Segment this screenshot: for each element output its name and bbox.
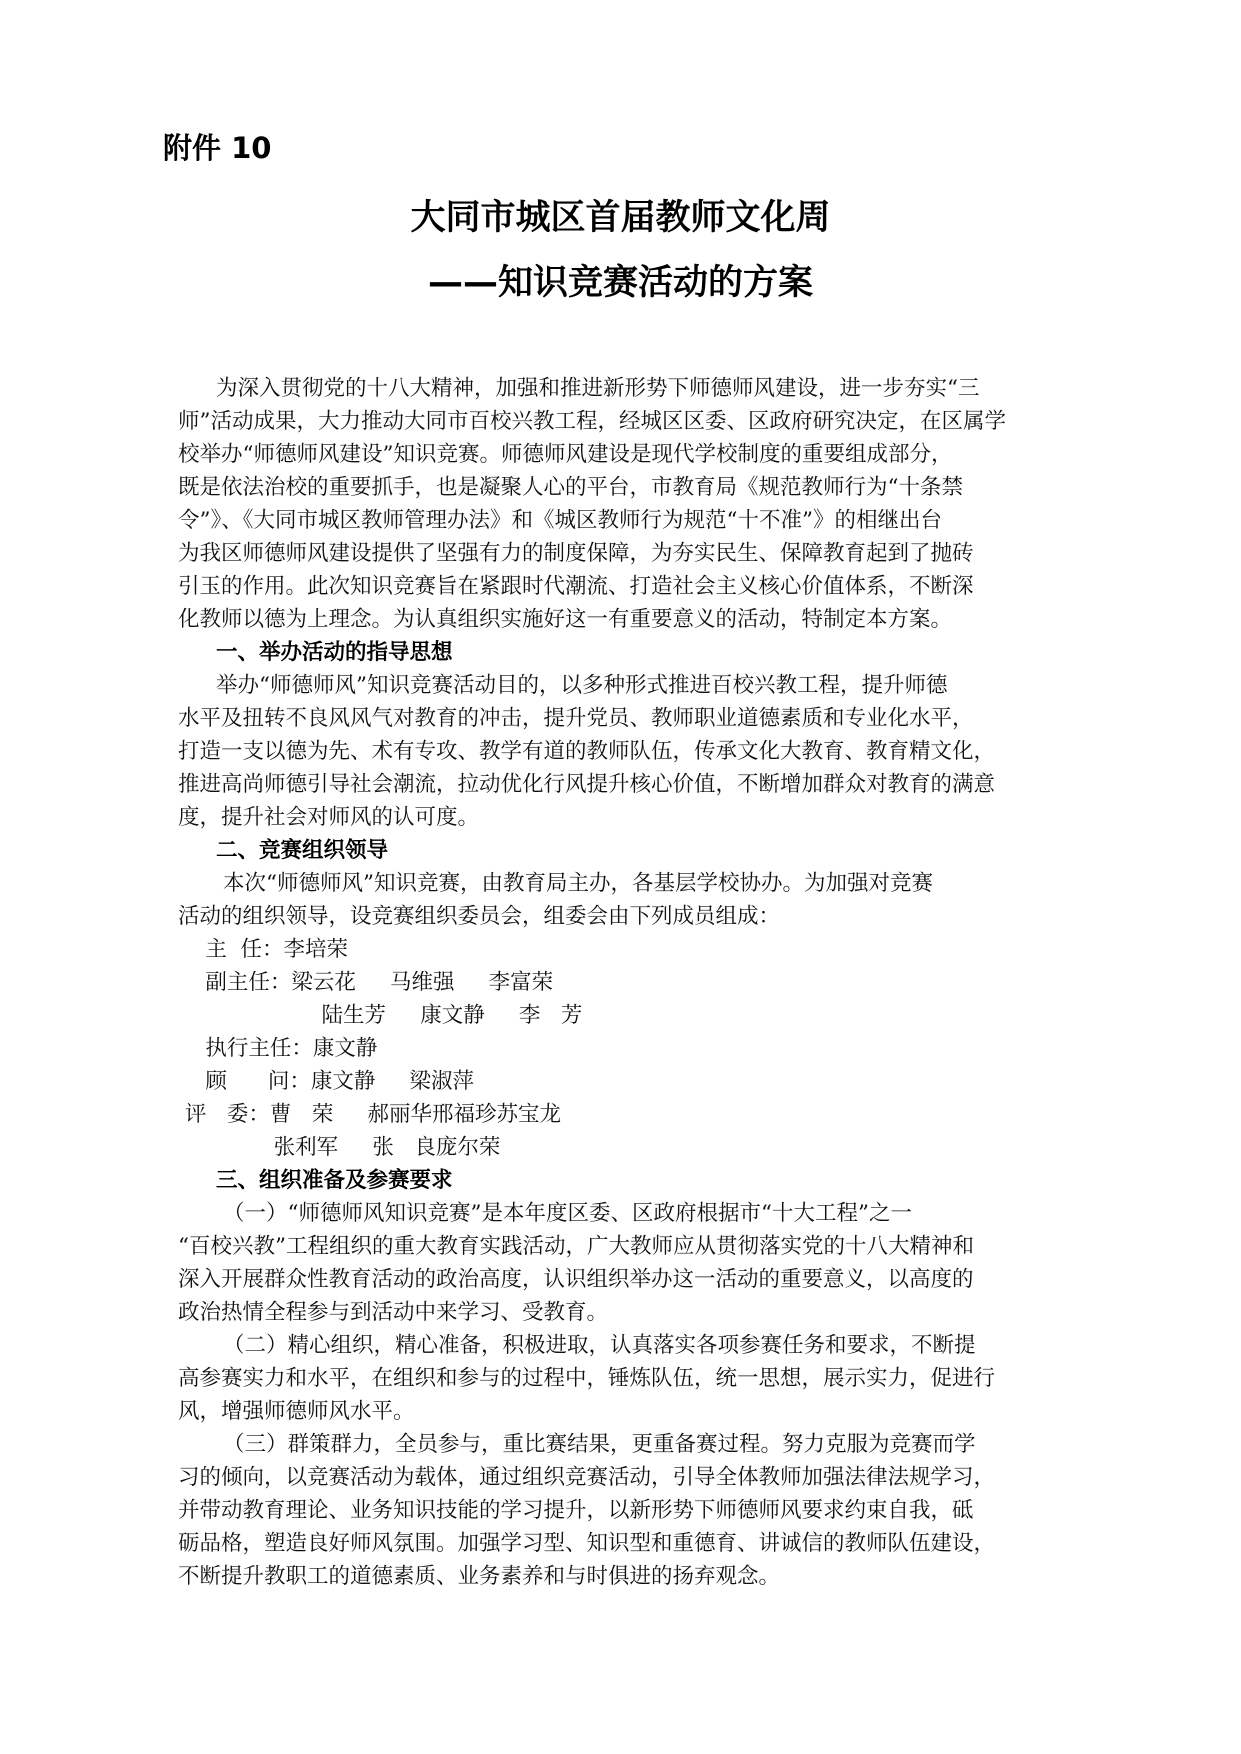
member-line: 主 任：李培荣 bbox=[178, 937, 349, 962]
text-line: 既是依法治校的重要抓手，也是凝聚人心的平台，市教育局《规范教师行为“十条禁 bbox=[178, 475, 963, 500]
member-line: 执行主任：康文静 bbox=[178, 1036, 378, 1061]
text-line: 打造一支以德为先、术有专攻、教学有道的教师队伍，传承文化大教育、教育精文化， bbox=[178, 739, 996, 764]
text-line: “百校兴教”工程组织的重大教育实践活动，广大教师应从贯彻落实党的十八大精神和 bbox=[178, 1234, 974, 1259]
section2-heading: 二、竞赛组织领导 bbox=[216, 838, 389, 863]
text-line: 水平及扭转不良风风气对教育的冲击，提升党员、教师职业道德素质和专业化水平， bbox=[178, 706, 974, 731]
member-line: 评 委：曹 荣 郝丽华邢福珍苏宝龙 bbox=[178, 1102, 562, 1127]
document-title-line1: 大同市城区首届教师文化周 bbox=[410, 198, 831, 238]
section3-paragraph-2 bbox=[178, 1329, 1103, 1428]
section2-paragraph bbox=[178, 867, 1103, 933]
document-title-line2: ——知识竞赛活动的方案 bbox=[427, 263, 813, 303]
text-line: （一）“师德师风知识竞赛”是本年度区委、区政府根据市“十大工程”之一 bbox=[223, 1201, 912, 1226]
text-line: 推进高尚师德引导社会潮流，拉动优化行风提升核心价值，不断增加群众对教育的满意 bbox=[178, 772, 996, 797]
committee-members bbox=[178, 933, 1103, 1164]
text-line: 并带动教育理论、业务知识技能的学习提升，以新形势下师德师风要求约束自我，砥 bbox=[178, 1498, 974, 1523]
member-line: 张利军 张 良庞尔荣 bbox=[178, 1135, 501, 1160]
section3-paragraph-3 bbox=[178, 1428, 1103, 1593]
text-line: 引玉的作用。此次知识竞赛旨在紧跟时代潮流、打造社会主义核心价值体系，不断深 bbox=[178, 574, 974, 599]
text-line: 为深入贯彻党的十八大精神，加强和推进新形势下师德师风建设，进一步夯实“三 bbox=[216, 376, 980, 401]
text-line: 为我区师德师风建设提供了坚强有力的制度保障，为夯实民生、保障教育起到了抛砖 bbox=[178, 541, 974, 566]
section3-heading: 三、组织准备及参赛要求 bbox=[216, 1168, 453, 1193]
section1-paragraph bbox=[178, 669, 1103, 834]
text-line: （三）群策群力，全员参与，重比赛结果，更重备赛过程。努力克服为竞赛而学 bbox=[223, 1432, 976, 1457]
section3-paragraph-1 bbox=[178, 1197, 1103, 1329]
text-line: 政治热情全程参与到活动中来学习、受教育。 bbox=[178, 1300, 609, 1325]
text-line: 砺品格，塑造良好师风氛围。加强学习型、知识型和重德育、讲诚信的教师队伍建设， bbox=[178, 1531, 996, 1556]
member-line: 顾 问：康文静 梁淑萍 bbox=[178, 1069, 475, 1094]
text-line: 校举办“师德师风建设”知识竞赛。师德师风建设是现代学校制度的重要组成部分， bbox=[178, 442, 953, 467]
text-line: 活动的组织领导，设竞赛组织委员会，组委会由下列成员组成： bbox=[178, 904, 781, 929]
intro-paragraph bbox=[178, 372, 1103, 636]
text-line: 令”》、《大同市城区教师管理办法》和《城区教师行为规范“十不准”》的相继出台 bbox=[178, 508, 942, 533]
text-line: 本次“师德师风”知识竞赛，由教育局主办，各基层学校协办。为加强对竞赛 bbox=[223, 871, 933, 896]
text-line: 高参赛实力和水平，在组织和参与的过程中，锤炼队伍，统一思想，展示实力，促进行 bbox=[178, 1366, 996, 1391]
text-line: 不断提升教职工的道德素质、业务素养和与时俱进的扬弃观念。 bbox=[178, 1564, 781, 1589]
section1-heading: 一、举办活动的指导思想 bbox=[216, 640, 453, 665]
text-line: 化教师以德为上理念。为认真组织实施好这一有重要意义的活动，特制定本方案。 bbox=[178, 607, 953, 632]
text-line: 举办“师德师风”知识竞赛活动目的，以多种形式推进百校兴教工程，提升师德 bbox=[216, 673, 948, 698]
text-line: 度，提升社会对师风的认可度。 bbox=[178, 805, 480, 830]
member-line: 副主任：梁云花 马维强 李富荣 bbox=[178, 970, 554, 995]
text-line: （二）精心组织，精心准备，积极进取，认真落实各项参赛任务和要求，不断提 bbox=[223, 1333, 976, 1358]
text-line: 习的倾向，以竞赛活动为载体，通过组织竞赛活动，引导全体教师加强法律法规学习， bbox=[178, 1465, 996, 1490]
text-line: 风，增强师德师风水平。 bbox=[178, 1399, 415, 1424]
text-line: 师”活动成果，大力推动大同市百校兴教工程，经城区区委、区政府研究决定，在区属学 bbox=[178, 409, 1006, 434]
member-line: 陆生芳 康文静 李 芳 bbox=[178, 1003, 583, 1028]
text-line: 深入开展群众性教育活动的政治高度，认识组织举办这一活动的重要意义，以高度的 bbox=[178, 1267, 974, 1292]
document-body bbox=[178, 372, 1103, 1593]
attachment-label: 附件 10 bbox=[163, 131, 272, 165]
